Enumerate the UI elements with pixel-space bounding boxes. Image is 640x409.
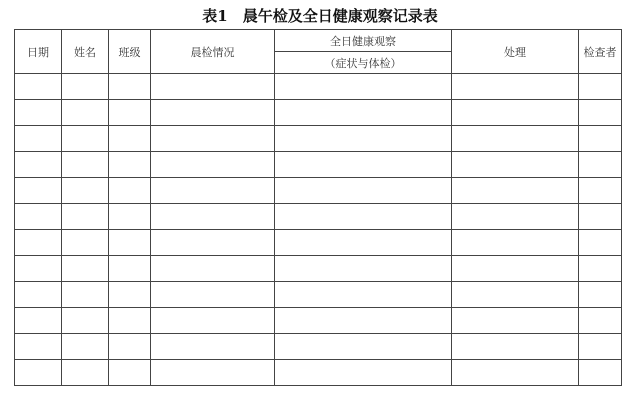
table-row — [15, 204, 622, 230]
table-cell[interactable] — [15, 256, 62, 282]
table-cell[interactable] — [109, 230, 151, 256]
table-cell[interactable] — [275, 334, 452, 360]
table-cell[interactable] — [452, 308, 579, 334]
table-cell[interactable] — [579, 282, 622, 308]
table-row — [15, 334, 622, 360]
table-cell[interactable] — [275, 74, 452, 100]
table-cell[interactable] — [109, 256, 151, 282]
table-cell[interactable] — [15, 308, 62, 334]
header-date: 日期 — [15, 30, 62, 74]
table-cell[interactable] — [151, 230, 275, 256]
header-all-day-observation: 全日健康观察 — [275, 30, 452, 52]
table-cell[interactable] — [579, 204, 622, 230]
table-cell[interactable] — [109, 360, 151, 386]
table-row — [15, 308, 622, 334]
table-cell[interactable] — [579, 308, 622, 334]
table-cell[interactable] — [452, 230, 579, 256]
table-cell[interactable] — [151, 256, 275, 282]
table-cell[interactable] — [109, 100, 151, 126]
table-cell[interactable] — [62, 100, 109, 126]
document-title: 表1 晨午检及全日健康观察记录表 — [202, 7, 438, 25]
table-cell[interactable] — [15, 74, 62, 100]
table-cell[interactable] — [452, 256, 579, 282]
table-cell[interactable] — [275, 126, 452, 152]
table-cell[interactable] — [452, 152, 579, 178]
table-cell[interactable] — [109, 308, 151, 334]
table-cell[interactable] — [579, 126, 622, 152]
table-cell[interactable] — [579, 100, 622, 126]
table-cell[interactable] — [151, 308, 275, 334]
table-cell[interactable] — [579, 360, 622, 386]
table-cell[interactable] — [109, 334, 151, 360]
table-cell[interactable] — [62, 178, 109, 204]
table-cell[interactable] — [62, 204, 109, 230]
table-cell[interactable] — [151, 204, 275, 230]
table-cell[interactable] — [579, 74, 622, 100]
table-cell[interactable] — [15, 126, 62, 152]
table-cell[interactable] — [275, 282, 452, 308]
table-cell[interactable] — [579, 230, 622, 256]
table-cell[interactable] — [579, 256, 622, 282]
table-cell[interactable] — [109, 74, 151, 100]
table-cell[interactable] — [62, 334, 109, 360]
table-cell[interactable] — [15, 230, 62, 256]
table-row — [15, 126, 622, 152]
table-row — [15, 178, 622, 204]
table-row — [15, 282, 622, 308]
table-cell[interactable] — [15, 334, 62, 360]
table-cell[interactable] — [275, 152, 452, 178]
table-cell[interactable] — [109, 152, 151, 178]
table-cell[interactable] — [452, 100, 579, 126]
table-cell[interactable] — [151, 126, 275, 152]
header-morning-check: 晨检情况 — [151, 30, 275, 74]
table-cell[interactable] — [452, 282, 579, 308]
table-cell[interactable] — [62, 256, 109, 282]
table-row — [15, 256, 622, 282]
table-cell[interactable] — [151, 152, 275, 178]
table-row — [15, 152, 622, 178]
table-cell[interactable] — [151, 178, 275, 204]
table-cell[interactable] — [62, 74, 109, 100]
table-cell[interactable] — [452, 334, 579, 360]
table-cell[interactable] — [452, 204, 579, 230]
header-handling: 处理 — [452, 30, 579, 74]
table-cell[interactable] — [452, 360, 579, 386]
table-cell[interactable] — [275, 308, 452, 334]
table-cell[interactable] — [275, 204, 452, 230]
table-cell[interactable] — [62, 126, 109, 152]
table-cell[interactable] — [275, 100, 452, 126]
table-cell[interactable] — [109, 178, 151, 204]
table-cell[interactable] — [62, 230, 109, 256]
table-header-row — [15, 30, 622, 52]
health-record-table — [14, 29, 622, 386]
table-cell[interactable] — [452, 74, 579, 100]
table-cell[interactable] — [62, 282, 109, 308]
table-cell[interactable] — [109, 282, 151, 308]
table-cell[interactable] — [579, 178, 622, 204]
table-cell[interactable] — [275, 360, 452, 386]
table-cell[interactable] — [151, 334, 275, 360]
table-row — [15, 100, 622, 126]
table-cell[interactable] — [579, 152, 622, 178]
table-cell[interactable] — [275, 178, 452, 204]
table-row — [15, 74, 622, 100]
header-name: 姓名 — [62, 30, 109, 74]
table-body — [15, 74, 622, 386]
table-cell[interactable] — [275, 256, 452, 282]
table-cell[interactable] — [151, 74, 275, 100]
table-cell[interactable] — [151, 360, 275, 386]
table-cell[interactable] — [452, 178, 579, 204]
table-cell[interactable] — [15, 282, 62, 308]
table-cell[interactable] — [275, 230, 452, 256]
table-cell[interactable] — [109, 204, 151, 230]
table-cell[interactable] — [62, 360, 109, 386]
table-cell[interactable] — [109, 126, 151, 152]
table-row — [15, 230, 622, 256]
table-cell[interactable] — [151, 100, 275, 126]
table-row — [15, 360, 622, 386]
table-cell[interactable] — [15, 178, 62, 204]
table-cell[interactable] — [15, 100, 62, 126]
table-cell[interactable] — [15, 152, 62, 178]
table-cell[interactable] — [452, 126, 579, 152]
table-cell[interactable] — [15, 360, 62, 386]
table-cell[interactable] — [62, 152, 109, 178]
table-cell[interactable] — [62, 308, 109, 334]
header-class: 班级 — [109, 30, 151, 74]
header-symptoms-temperature: （症状与体检） — [275, 52, 452, 74]
header-inspector: 检查者 — [579, 30, 622, 74]
table-cell[interactable] — [15, 204, 62, 230]
table-cell[interactable] — [151, 282, 275, 308]
table-cell[interactable] — [579, 334, 622, 360]
